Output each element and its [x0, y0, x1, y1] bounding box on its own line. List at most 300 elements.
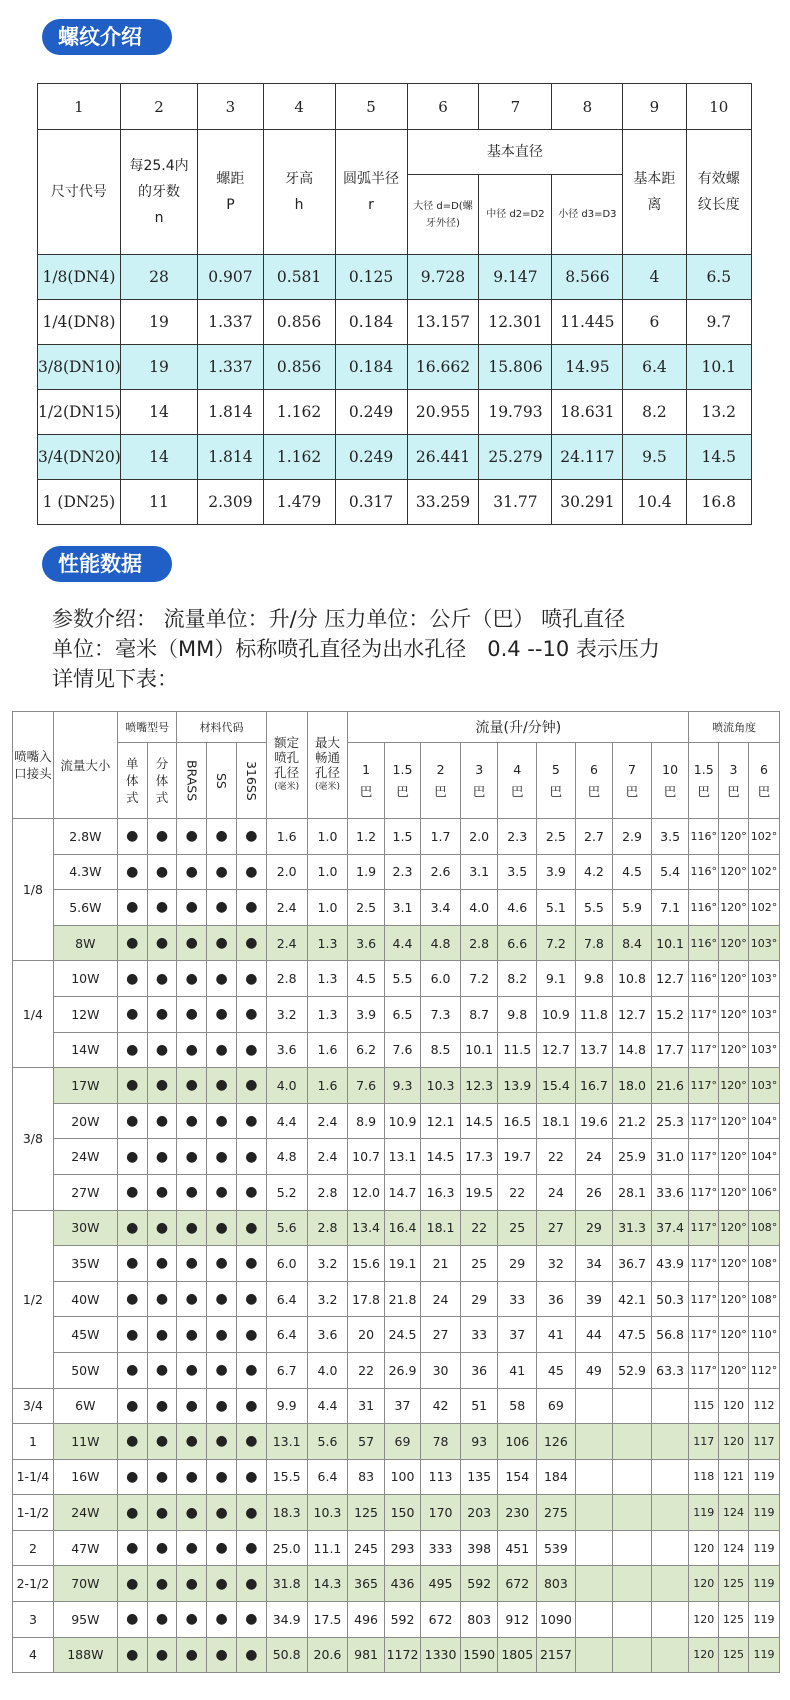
perf-table-cell: 31	[348, 1388, 384, 1424]
perf-table-cell: ●	[236, 1388, 266, 1424]
perf-table-cell: ●	[207, 1317, 237, 1353]
perf-table-cell: 12.7	[537, 1032, 576, 1068]
perf-table-cell: 2.6	[421, 854, 461, 890]
perf-table-row	[13, 1566, 780, 1602]
perf-table-cell: 12.7	[613, 996, 652, 1032]
thread-table-cell: 8.566	[552, 255, 623, 300]
perf-table-cell: 4.0	[266, 1068, 307, 1104]
inlet-size: 1/2	[13, 1210, 54, 1388]
perf-table-cell: ●	[117, 1032, 147, 1068]
header-line: 离	[647, 197, 662, 213]
perf-table-cell: 1172	[384, 1637, 420, 1673]
perf-table-cell: 116°	[689, 854, 719, 890]
perf-table-cell: 10.8	[613, 961, 652, 997]
perf-table-cell: ●	[117, 1317, 147, 1353]
perf-table-cell: ●	[207, 1281, 237, 1317]
perf-table-cell: 19.5	[460, 1174, 498, 1210]
perf-table-cell: 2.8	[460, 925, 498, 961]
perf-table-cell: ●	[177, 1566, 207, 1602]
perf-table-cell: ●	[117, 1281, 147, 1317]
perf-table-cell: 4.5	[613, 854, 652, 890]
perf-table-cell: 10.1	[460, 1032, 498, 1068]
thread-table-cell: 13.157	[407, 300, 479, 345]
perf-table-cell: 8.4	[613, 925, 652, 961]
perf-table-cell	[651, 1566, 689, 1602]
perf-table-cell: 10.3	[421, 1068, 461, 1104]
perf-table-cell: 1590	[460, 1637, 498, 1673]
thread-table	[37, 83, 752, 525]
perf-table-cell: ●	[147, 1424, 177, 1460]
perf-table-cell: ●	[236, 854, 266, 890]
column-number: 8	[552, 84, 623, 130]
perf-table-cell: 93	[460, 1424, 498, 1460]
perf-table-cell: 6.5	[384, 996, 420, 1032]
column-number-row	[38, 84, 752, 130]
perf-table-cell: ●	[177, 1637, 207, 1673]
header-minor-diameter: 小径 d3=D3	[552, 175, 623, 255]
perf-table-cell: 4.6	[498, 890, 537, 926]
perf-table-cell: ●	[236, 819, 266, 855]
perf-table-cell: 14.5	[460, 1103, 498, 1139]
perf-table-cell	[613, 1424, 652, 1460]
perf-table-cell: 58	[498, 1388, 537, 1424]
perf-table-cell: 14.5	[421, 1139, 461, 1175]
perf-table-cell: 51	[460, 1388, 498, 1424]
perf-table-cell: 43.9	[651, 1246, 689, 1282]
perf-table-cell: 496	[348, 1602, 384, 1638]
header-brass: BRASS	[177, 743, 207, 819]
thread-table-cell: 1.814	[198, 435, 263, 480]
perf-table-cell: ●	[236, 1246, 266, 1282]
perf-table-cell: ●	[177, 1388, 207, 1424]
perf-table-cell: ●	[177, 1352, 207, 1388]
perf-table-cell: ●	[177, 1246, 207, 1282]
thread-table-cell: 1/8(DN4)	[38, 255, 121, 300]
perf-table-cell: 26.9	[384, 1352, 420, 1388]
perf-table-cell: ●	[117, 1352, 147, 1388]
perf-table-cell: ●	[147, 996, 177, 1032]
perf-table-cell: 120°	[719, 1103, 749, 1139]
perf-table-cell: 3.5	[498, 854, 537, 890]
thread-table-row	[38, 390, 752, 435]
pressure-unit: 巴	[396, 783, 409, 799]
thread-table-cell: 24.117	[552, 435, 623, 480]
perf-table-cell: 50.8	[266, 1637, 307, 1673]
perf-table-cell: ●	[147, 961, 177, 997]
perf-table-cell: 119	[689, 1495, 719, 1531]
pressure-unit: 巴	[757, 783, 771, 799]
header-max-diameter	[307, 712, 348, 819]
perf-table-cell: 13.4	[348, 1210, 384, 1246]
perf-table-cell: 7.2	[537, 925, 576, 961]
perf-table-cell: 4.0	[460, 890, 498, 926]
header-angle-pressure	[748, 743, 779, 819]
perf-table-cell: 12.7	[651, 961, 689, 997]
perf-table-cell: 45W	[53, 1317, 117, 1353]
perf-table-cell: 117°	[689, 1068, 719, 1104]
perf-table-cell: 2.8	[266, 961, 307, 997]
perf-table-cell: 2.5	[537, 819, 576, 855]
perf-table-cell	[575, 1637, 613, 1673]
perf-table-cell	[613, 1602, 652, 1638]
header-line: 喷孔	[274, 750, 300, 765]
header-pitch-diameter: 中径 d2=D2	[479, 175, 552, 255]
perf-table-row	[13, 1495, 780, 1531]
perf-table-cell: 29	[498, 1246, 537, 1282]
perf-table-cell: 11.8	[575, 996, 613, 1032]
pressure-value: 3	[475, 761, 484, 777]
perf-table-cell: ●	[117, 1566, 147, 1602]
header-pressure	[498, 743, 537, 819]
perf-table-cell	[651, 1530, 689, 1566]
perf-table-cell: ●	[207, 1530, 237, 1566]
thread-table-row	[38, 435, 752, 480]
perf-table-cell: ●	[117, 1388, 147, 1424]
perf-table-cell: 44	[575, 1317, 613, 1353]
perf-table-cell: 672	[421, 1602, 461, 1638]
header-spray-angle: 喷流角度	[689, 712, 780, 743]
perf-table-cell: 69	[384, 1424, 420, 1460]
perf-table-cell: 539	[537, 1530, 576, 1566]
perf-table-cell: 1.3	[307, 925, 348, 961]
perf-table-cell: 13.1	[266, 1424, 307, 1460]
perf-table-cell: 20W	[53, 1103, 117, 1139]
perf-table-cell: 398	[460, 1530, 498, 1566]
thread-table-cell: 12.301	[479, 300, 552, 345]
perf-table-cell: 117°	[689, 1281, 719, 1317]
perf-table-cell: 33	[460, 1317, 498, 1353]
perf-table-cell: ●	[147, 1317, 177, 1353]
perf-table-cell: 125	[348, 1495, 384, 1531]
perf-table-cell: 34.9	[266, 1602, 307, 1638]
perf-table-cell: 18.0	[613, 1068, 652, 1104]
perf-table-cell	[613, 1637, 652, 1673]
thread-table-cell: 14.95	[552, 345, 623, 390]
perf-table-cell: 10.9	[384, 1103, 420, 1139]
header-flow: 流量(升/分钟)	[348, 712, 689, 743]
pressure-unit: 巴	[663, 783, 677, 799]
header-major-diameter	[407, 175, 479, 255]
perf-table-cell: ●	[117, 1459, 147, 1495]
perf-table-row	[13, 1103, 780, 1139]
header-line: 圆弧半径	[343, 171, 400, 187]
thread-table-cell: 15.806	[479, 345, 552, 390]
perf-table-cell	[613, 1388, 652, 1424]
thread-table-cell: 1.337	[198, 300, 263, 345]
header-line: r	[368, 197, 374, 213]
perf-table-cell: 2.4	[307, 1103, 348, 1139]
perf-table-cell: 47W	[53, 1530, 117, 1566]
inlet-size: 1-1/4	[13, 1459, 54, 1495]
thread-table-row	[38, 345, 752, 390]
thread-table-cell: 0.581	[263, 255, 335, 300]
perf-table-cell: ●	[147, 1103, 177, 1139]
perf-table-cell: ●	[177, 1530, 207, 1566]
perf-table-cell: ●	[207, 1495, 237, 1531]
perf-table-cell: 95W	[53, 1602, 117, 1638]
perf-table-cell: 4.0	[307, 1352, 348, 1388]
perf-table-cell: 33	[498, 1281, 537, 1317]
perf-table-cell: 31.0	[651, 1139, 689, 1175]
perf-table-cell: 117°	[689, 1103, 719, 1139]
thread-table-cell: 0.184	[335, 345, 407, 390]
perf-table-cell: 50W	[53, 1352, 117, 1388]
perf-table-cell: ●	[177, 890, 207, 926]
perf-table-cell: 24	[575, 1139, 613, 1175]
perf-table-cell: 126	[537, 1424, 576, 1460]
perf-table-cell: 2.7	[575, 819, 613, 855]
pressure-unit: 巴	[549, 783, 563, 799]
perf-table-cell	[651, 1637, 689, 1673]
header-angle-pressure	[719, 743, 749, 819]
perf-table-cell: 1.6	[307, 1032, 348, 1068]
perf-table-cell: 69	[537, 1388, 576, 1424]
perf-table-cell: ●	[207, 1210, 237, 1246]
perf-table-cell: 24W	[53, 1139, 117, 1175]
perf-table-cell: 5.1	[537, 890, 576, 926]
perf-table-cell: 12.0	[348, 1174, 384, 1210]
perf-table-cell: 803	[537, 1566, 576, 1602]
header-basic-diameter: 基本直径	[407, 130, 623, 175]
perf-table-cell: 803	[460, 1602, 498, 1638]
perf-table-cell: 13.1	[384, 1139, 420, 1175]
perf-table-cell: 912	[498, 1602, 537, 1638]
perf-table-cell: 36	[460, 1352, 498, 1388]
perf-table-cell: 7.6	[384, 1032, 420, 1068]
column-number: 6	[407, 84, 479, 130]
perf-table-cell: 7.2	[460, 961, 498, 997]
perf-table-cell: 495	[421, 1566, 461, 1602]
perf-table-cell: 70W	[53, 1566, 117, 1602]
perf-table-cell: ●	[177, 1210, 207, 1246]
perf-table-cell: 9.8	[575, 961, 613, 997]
perf-table-cell: 3.2	[307, 1281, 348, 1317]
perf-table-cell: 30W	[53, 1210, 117, 1246]
perf-table-cell: 39	[575, 1281, 613, 1317]
thread-table-cell: 0.184	[335, 300, 407, 345]
column-number: 5	[335, 84, 407, 130]
perf-table-cell: 19.7	[498, 1139, 537, 1175]
thread-table-cell: 26.441	[407, 435, 479, 480]
perf-table-cell: ●	[236, 1317, 266, 1353]
perf-table-cell: 35W	[53, 1246, 117, 1282]
perf-table-cell: 117°	[689, 1352, 719, 1388]
perf-table-cell: 6.7	[266, 1352, 307, 1388]
thread-table-cell: 0.856	[263, 300, 335, 345]
header-line: 孔径	[274, 765, 300, 780]
perf-table-cell: ●	[177, 819, 207, 855]
perf-table-cell: 9.3	[384, 1068, 420, 1104]
perf-table-cell: ●	[117, 1424, 147, 1460]
perf-table-cell: ●	[236, 996, 266, 1032]
perf-table-cell: ●	[236, 1281, 266, 1317]
perf-table-cell: ●	[207, 1388, 237, 1424]
perf-table-cell: 19.6	[575, 1103, 613, 1139]
header-tooth-height	[263, 130, 335, 255]
perf-table-cell: 32	[537, 1246, 576, 1282]
perf-table-cell: ●	[236, 1210, 266, 1246]
perf-table-cell: 106	[498, 1424, 537, 1460]
perf-table-cell: 3.2	[266, 996, 307, 1032]
perf-table-cell: 49	[575, 1352, 613, 1388]
thread-table-cell: 19.793	[479, 390, 552, 435]
perf-table-cell: 117°	[689, 1174, 719, 1210]
perf-table-cell: 112°	[748, 1352, 779, 1388]
perf-table-cell: ●	[207, 1068, 237, 1104]
perf-table-cell: 118	[689, 1459, 719, 1495]
perf-table-cell: 120	[689, 1530, 719, 1566]
perf-table-cell: 2.4	[266, 890, 307, 926]
perf-table-cell: 3.6	[348, 925, 384, 961]
perf-table-cell: 245	[348, 1530, 384, 1566]
perf-table-cell: 45	[537, 1352, 576, 1388]
perf-table-cell: 102°	[748, 890, 779, 926]
perf-table-cell: 119	[748, 1602, 779, 1638]
perf-table-cell: 5.9	[613, 890, 652, 926]
perf-table-cell: 203	[460, 1495, 498, 1531]
perf-table-cell: 125	[719, 1602, 749, 1638]
perf-table-cell: 2.8	[307, 1174, 348, 1210]
thread-table-cell: 0.317	[335, 480, 407, 525]
perf-table-cell: 119	[748, 1459, 779, 1495]
perf-table-cell: 18.3	[266, 1495, 307, 1531]
perf-table-cell: 120°	[719, 1068, 749, 1104]
perf-table-cell: ●	[177, 1602, 207, 1638]
perf-table-row	[13, 1317, 780, 1353]
pressure-unit: 巴	[510, 783, 524, 799]
perf-table-row	[13, 1602, 780, 1638]
thread-table-cell: 13.2	[686, 390, 751, 435]
perf-table-cell: ●	[177, 961, 207, 997]
perf-table-cell: ●	[236, 925, 266, 961]
thread-table-cell: 2.309	[198, 480, 263, 525]
header-line: n	[154, 210, 164, 226]
thread-table-row	[38, 300, 752, 345]
perf-table-cell: ●	[177, 1317, 207, 1353]
perf-table-cell: ●	[117, 1210, 147, 1246]
perf-table-cell: 21.6	[651, 1068, 689, 1104]
perf-table-cell: ●	[147, 1210, 177, 1246]
perf-table-cell: 8.9	[348, 1103, 384, 1139]
perf-table-cell: 121	[719, 1459, 749, 1495]
perf-table-cell: 117°	[689, 1246, 719, 1282]
pressure-value: 1.5	[392, 761, 413, 777]
perf-table-cell: 21	[421, 1246, 461, 1282]
thread-table-cell: 14	[120, 435, 197, 480]
performance-table	[12, 711, 780, 1673]
perf-table-cell: 365	[348, 1566, 384, 1602]
perf-table-cell: 33.6	[651, 1174, 689, 1210]
header-angle-pressure	[689, 743, 719, 819]
thread-table-cell: 0.249	[335, 390, 407, 435]
perf-table-cell: 1.3	[307, 996, 348, 1032]
perf-table-cell: 25.3	[651, 1103, 689, 1139]
thread-table-cell: 6.5	[686, 255, 751, 300]
header-unit: (毫米)	[274, 782, 300, 792]
perf-table-cell: 275	[537, 1495, 576, 1531]
column-number: 1	[38, 84, 121, 130]
header-pressure	[651, 743, 689, 819]
header-line: h	[294, 197, 304, 213]
perf-table-row	[13, 890, 780, 926]
perf-table-cell: ●	[236, 961, 266, 997]
perf-table-cell: ●	[117, 1637, 147, 1673]
perf-table-cell: ●	[147, 890, 177, 926]
perf-table-cell: 2.8W	[53, 819, 117, 855]
pressure-unit: 巴	[434, 783, 447, 799]
perf-table-cell: ●	[207, 925, 237, 961]
perf-table-cell: 112	[748, 1388, 779, 1424]
perf-table-cell: 21.8	[384, 1281, 420, 1317]
perf-table-cell: 119	[748, 1530, 779, 1566]
perf-table-cell: 184	[537, 1459, 576, 1495]
perf-table-cell: ●	[147, 1566, 177, 1602]
description-line: 参数介绍： 流量单位：升/分 压力单位：公斤（巴） 喷孔直径	[52, 607, 626, 631]
header-pressure	[421, 743, 461, 819]
perf-table-cell: 120°	[719, 961, 749, 997]
perf-table-cell: 1805	[498, 1637, 537, 1673]
perf-table-cell: 21.2	[613, 1103, 652, 1139]
inlet-size: 1-1/2	[13, 1495, 54, 1531]
perf-table-cell: 30	[421, 1352, 461, 1388]
perf-table-cell: ●	[236, 1637, 266, 1673]
column-number: 10	[686, 84, 751, 130]
perf-table-cell: 1.0	[307, 819, 348, 855]
perf-table-row	[13, 1246, 780, 1282]
thread-table-cell: 11	[120, 480, 197, 525]
perf-table-cell: ●	[117, 1246, 147, 1282]
perf-table-cell: 31.3	[613, 1210, 652, 1246]
perf-table-cell: 10.9	[537, 996, 576, 1032]
thread-table-cell: 14	[120, 390, 197, 435]
header-single: 单体式	[117, 743, 147, 819]
perf-table-cell: 108°	[748, 1281, 779, 1317]
perf-table-cell: ●	[236, 1032, 266, 1068]
thread-table-cell: 9.7	[686, 300, 751, 345]
perf-table-cell: 15.6	[348, 1246, 384, 1282]
perf-table-cell: 125	[719, 1637, 749, 1673]
perf-table-cell: 150	[384, 1495, 420, 1531]
perf-table-cell: ●	[147, 1352, 177, 1388]
perf-table-cell: ●	[236, 1424, 266, 1460]
perf-table-cell: 11W	[53, 1424, 117, 1460]
pressure-unit: 巴	[697, 783, 710, 799]
perf-table-cell: ●	[236, 1530, 266, 1566]
perf-table-cell: 672	[498, 1566, 537, 1602]
inlet-size: 4	[13, 1637, 54, 1673]
perf-table-cell: ●	[117, 1174, 147, 1210]
perf-table-cell: 6.4	[307, 1459, 348, 1495]
pressure-unit: 巴	[472, 783, 486, 799]
perf-table-cell: 47.5	[613, 1317, 652, 1353]
pressure-value: 1	[362, 761, 371, 777]
thread-table-cell: 6.4	[623, 345, 686, 390]
pressure-value: 10	[662, 761, 679, 777]
perf-table-cell: 16.3	[421, 1174, 461, 1210]
perf-table-cell: 37	[384, 1388, 420, 1424]
perf-table-cell: 6.0	[421, 961, 461, 997]
description-line: 单位：毫米（MM）标称喷孔直径为出水孔径 0.4 --10 表示压力	[52, 637, 660, 661]
perf-table-row	[13, 1032, 780, 1068]
perf-table-cell	[651, 1388, 689, 1424]
perf-table-cell: 17.8	[348, 1281, 384, 1317]
header-line: 牙外径)	[426, 217, 460, 229]
perf-table-cell: 16.4	[384, 1210, 420, 1246]
perf-table-cell: 27	[421, 1317, 461, 1353]
pressure-value: 6	[759, 761, 768, 777]
thread-table-cell: 18.631	[552, 390, 623, 435]
perf-table-cell: 3.5	[651, 819, 689, 855]
